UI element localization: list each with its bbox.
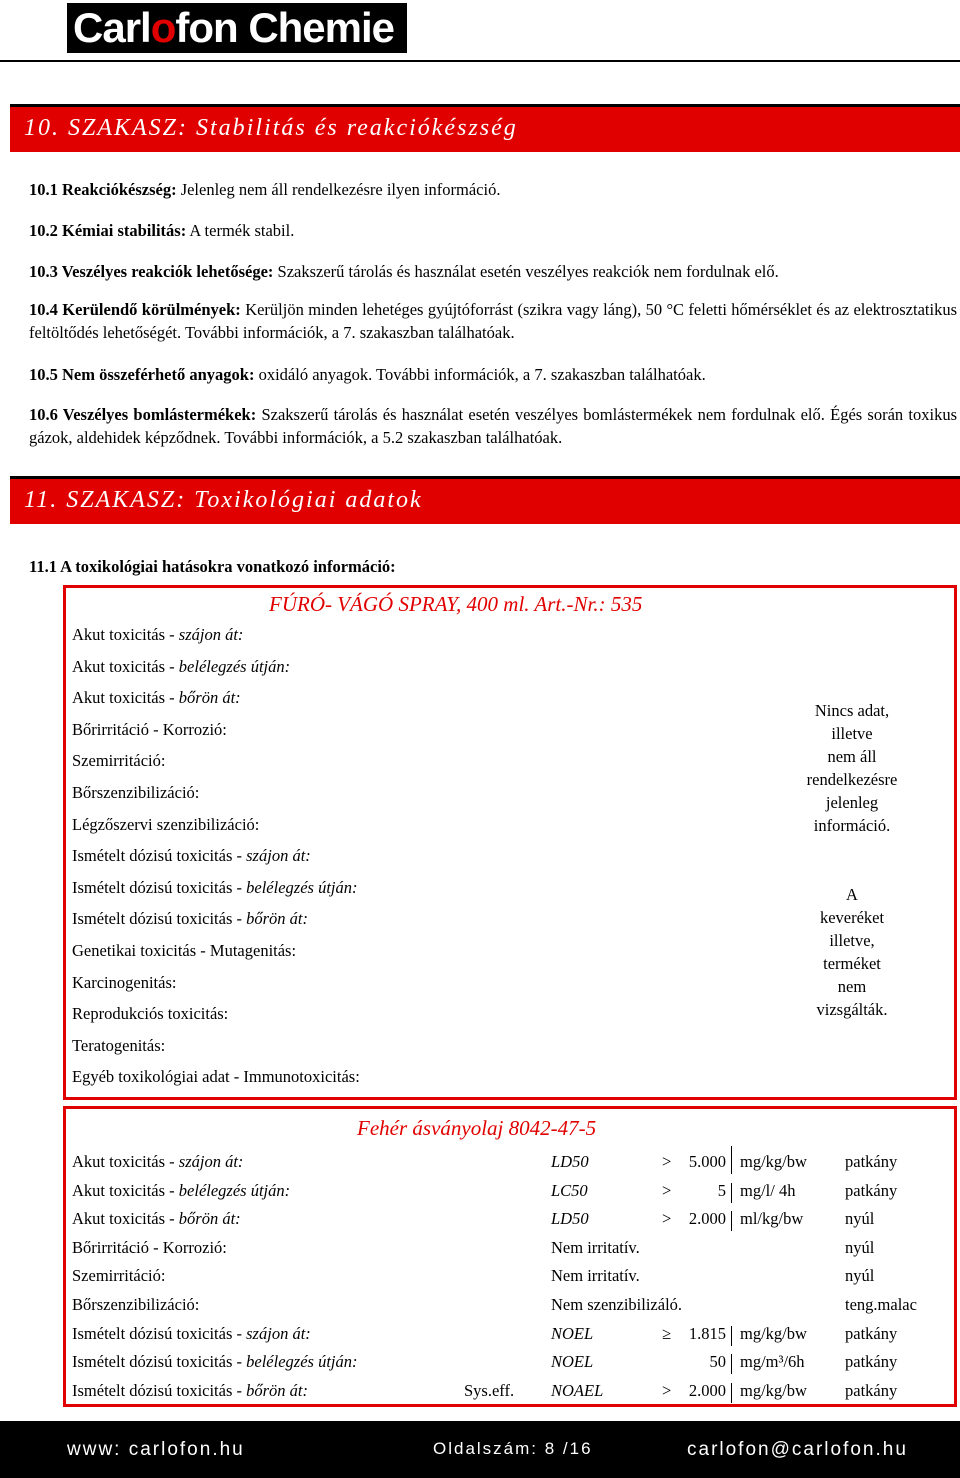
item-10-4: 10.4 Kerülendő körülmények: Kerüljön minden lehetéges gyújtóforrást (szikra vagy láng), 50 °C feletti hőmérséklet és az elektrosztatikus feltöltődés lehetőségét. További információk, a 7. szakaszban találhatóak.	[29, 300, 958, 342]
note-line: illetve,	[829, 931, 875, 950]
oil-row-comparator: ≥	[662, 1323, 672, 1343]
oil-row-test: LD50	[551, 1152, 589, 1171]
tox-row-type: Bőrszenzibilizáció:	[72, 783, 200, 802]
footer-page-number: Oldalszám: 8 /16	[433, 1439, 593, 1458]
note-line: vizsgálták.	[816, 1000, 888, 1019]
oil-row-test: NOEL	[551, 1323, 594, 1343]
logo-text-1: Carl	[73, 4, 151, 51]
oil-row-route: szájon át:	[178, 1152, 244, 1171]
oil-row-value: 2.000	[688, 1209, 726, 1229]
item-10-1: 10.1 Reakciókészség: Jelenleg nem áll rendelkezésre ilyen információ.	[29, 180, 501, 199]
oil-row-species: patkány	[845, 1352, 898, 1372]
tox-row-type: Ismételt dózisú toxicitás -	[72, 846, 247, 866]
oil-row-value: 1.815	[688, 1323, 726, 1343]
item-10-3: 10.3 Veszélyes reakciók lehetősége: Szakszerű tárolás és használat esetén veszélyes reakciók nem fordulnak elő.	[29, 262, 779, 281]
oil-row-species: patkány	[845, 1323, 898, 1343]
oil-row-label	[72, 1152, 243, 1172]
tox-row-label	[72, 973, 176, 993]
oil-row-type: Bőrszenzibilizáció:	[72, 1295, 200, 1314]
note-line: Nincs adat,	[814, 701, 890, 720]
oil-row-divider	[731, 1211, 732, 1231]
oil-row-species: patkány	[845, 1180, 898, 1200]
item-10-2: 10.2 Kémiai stabilitás: A termék stabil.	[29, 221, 295, 240]
oil-row-route: belélegzés útján:	[246, 1352, 358, 1372]
oil-row-type: Ismételt dózisú toxicitás -	[72, 1380, 247, 1400]
oil-row-comparator: >	[662, 1380, 672, 1400]
tox-row-type: Ismételt dózisú toxicitás -	[72, 909, 247, 929]
oil-row-route: belélegzés útján:	[178, 1180, 291, 1200]
oil-title: Fehér ásványolaj 8042-47-5	[357, 1116, 597, 1140]
oil-row-test: NOEL	[551, 1352, 594, 1372]
oil-row-effect: Sys.eff.	[464, 1380, 515, 1400]
tox-row-route: szájon át:	[178, 625, 244, 644]
tox-row-label	[72, 1004, 228, 1024]
tox-row-type: Akut toxicitás -	[72, 625, 179, 644]
item-10-5: 10.5 Nem összeférhető anyagok: oxidáló anyagok. További információk, a 7. szakaszban találhatóak.	[29, 365, 706, 384]
oil-row-label	[72, 1295, 199, 1315]
tox-row-label	[72, 941, 296, 961]
tox-row-type: Akut toxicitás -	[72, 688, 179, 708]
oil-row-value: 5	[717, 1180, 726, 1200]
oil-row-unit: mg/m³/6h	[740, 1352, 805, 1372]
product-title: FÚRÓ- VÁGÓ SPRAY, 400 ml. Art.-Nr.: 535	[269, 592, 643, 616]
oil-row-unit: mg/l/ 4h	[740, 1180, 796, 1200]
header-divider	[0, 60, 960, 62]
oil-row-test: Nem szenzibilizáló.	[551, 1295, 683, 1314]
tox-row-type: Légzőszervi szenzibilizáció:	[72, 814, 260, 834]
oil-row-divider	[731, 1326, 732, 1346]
tox-row-route: belélegzés útján:	[178, 656, 291, 676]
item-10-6: 10.6 Veszélyes bomlástermékek: Szakszerű tárolás és használat esetén veszélyes bomlástermékek nem fordulnak elő. Égés során toxikus gázok, aldehidek képződnek. További információk, a 5.2 szakaszban találhatóak.	[29, 405, 957, 447]
item-11-1: 11.1 A toxikológiai hatásokra vonatkozó információ:	[29, 557, 396, 576]
oil-row-test: Nem irritatív.	[551, 1237, 640, 1257]
tox-row-label	[72, 1036, 165, 1056]
tox-row-label	[72, 688, 241, 708]
oil-row-divider	[731, 1154, 732, 1174]
logo-text-2: o	[150, 4, 176, 51]
tox-row-label	[72, 909, 308, 929]
oil-row-label	[72, 1209, 241, 1229]
tox-row-type: Akut toxicitás -	[72, 656, 179, 676]
footer-email: carlofon@carlofon.hu	[687, 1439, 908, 1460]
oil-row-comparator: >	[662, 1180, 672, 1200]
oil-row-value: 50	[709, 1352, 726, 1372]
note-line: rendelkezésre	[806, 770, 898, 789]
tox-row-route: szájon át:	[246, 846, 311, 866]
oil-row-label	[72, 1324, 311, 1344]
note-line: keveréket	[819, 908, 885, 927]
tox-row-label	[72, 878, 357, 898]
oil-row-label	[72, 1238, 227, 1258]
oil-row-type: Ismételt dózisú toxicitás -	[72, 1323, 247, 1343]
tox-row-type: Karcinogenitás:	[72, 972, 177, 992]
no-data-note	[770, 699, 934, 837]
tox-row-type: Szemirritáció:	[72, 751, 166, 771]
oil-row-type: Ismételt dózisú toxicitás -	[72, 1352, 247, 1372]
oil-row-unit: ml/kg/bw	[740, 1209, 804, 1229]
tox-row-label	[72, 720, 227, 740]
logo-text-3: fon Chemie	[175, 4, 395, 51]
tox-row-label	[72, 815, 259, 835]
oil-row-species: nyúl	[845, 1209, 875, 1229]
oil-top-divider	[731, 1146, 732, 1154]
oil-row-species: teng.malac	[845, 1295, 917, 1314]
oil-row-test: NOAEL	[551, 1380, 604, 1400]
section-11-title: 11. SZAKASZ: Toxikológiai adatok	[24, 487, 423, 513]
oil-row-test: LC50	[551, 1180, 588, 1200]
oil-row-label	[72, 1181, 290, 1201]
tox-row-type: Ismételt dózisú toxicitás -	[72, 877, 247, 897]
oil-row-label	[72, 1266, 165, 1286]
oil-row-value: 5.000	[688, 1152, 726, 1171]
oil-row-route: bőrön át:	[246, 1380, 309, 1400]
tox-row-label	[72, 625, 243, 645]
oil-row-unit: mg/kg/bw	[740, 1323, 807, 1343]
oil-row-divider	[731, 1383, 732, 1403]
oil-row-comparator: >	[662, 1152, 672, 1171]
tox-row-type: Reprodukciós toxicitás:	[72, 1004, 229, 1024]
oil-row-test: LD50	[551, 1209, 589, 1229]
oil-row-type: Akut toxicitás -	[72, 1209, 179, 1229]
company-logo	[67, 3, 407, 53]
oil-row-route: szájon át:	[246, 1323, 311, 1343]
tox-row-route: bőrön át:	[246, 909, 309, 929]
note-line: A	[846, 885, 858, 904]
oil-row-species: patkány	[845, 1380, 898, 1400]
tox-row-label	[72, 1067, 360, 1087]
oil-row-test: Nem irritatív.	[551, 1266, 640, 1286]
footer-web: www: carlofon.hu	[67, 1439, 245, 1460]
oil-row-value: 2.000	[688, 1380, 726, 1400]
not-tested-note	[770, 883, 934, 1021]
tox-row-type: Teratogenitás:	[72, 1035, 166, 1055]
oil-row-divider	[731, 1183, 732, 1203]
oil-row-species: nyúl	[845, 1266, 875, 1286]
note-line: nem	[837, 977, 867, 996]
footer	[0, 1421, 960, 1478]
note-line: illetve	[831, 724, 873, 743]
note-line: információ.	[813, 816, 891, 835]
tox-row-label	[72, 783, 199, 803]
tox-row-type: Bőrirritáció - Korrozió:	[72, 719, 227, 739]
tox-row-route: belélegzés útján:	[246, 877, 358, 897]
oil-row-divider	[731, 1354, 732, 1374]
oil-row-species: nyúl	[845, 1237, 875, 1257]
tox-row-label	[72, 657, 290, 677]
tox-row-label	[72, 846, 311, 866]
section-11-header	[10, 476, 960, 524]
oil-row-type: Szemirritáció:	[72, 1266, 166, 1286]
note-line: jelenleg	[825, 793, 879, 812]
tox-row-route: bőrön át:	[178, 688, 241, 708]
oil-row-unit: mg/kg/bw	[740, 1380, 807, 1400]
tox-row-type: Egyéb toxikológiai adat - Immunotoxicitás:	[72, 1067, 360, 1087]
oil-row-unit: mg/kg/bw	[740, 1152, 807, 1171]
oil-row-type: Akut toxicitás -	[72, 1180, 179, 1200]
oil-row-label	[72, 1352, 357, 1372]
note-line: terméket	[823, 954, 881, 973]
oil-row-label	[72, 1381, 308, 1401]
oil-row-route: bőrön át:	[178, 1209, 241, 1229]
oil-row-comparator: >	[662, 1209, 672, 1229]
tox-row-type: Genetikai toxicitás - Mutagenitás:	[72, 941, 297, 960]
section-10-title: 10. SZAKASZ: Stabilitás és reakciókészség	[24, 115, 518, 141]
note-line: nem áll	[827, 747, 877, 766]
oil-row-type: Akut toxicitás -	[72, 1152, 179, 1171]
oil-row-type: Bőrirritáció - Korrozió:	[72, 1237, 227, 1257]
section-10-header	[10, 104, 960, 152]
tox-row-label	[72, 751, 165, 771]
oil-row-species: patkány	[845, 1152, 898, 1171]
